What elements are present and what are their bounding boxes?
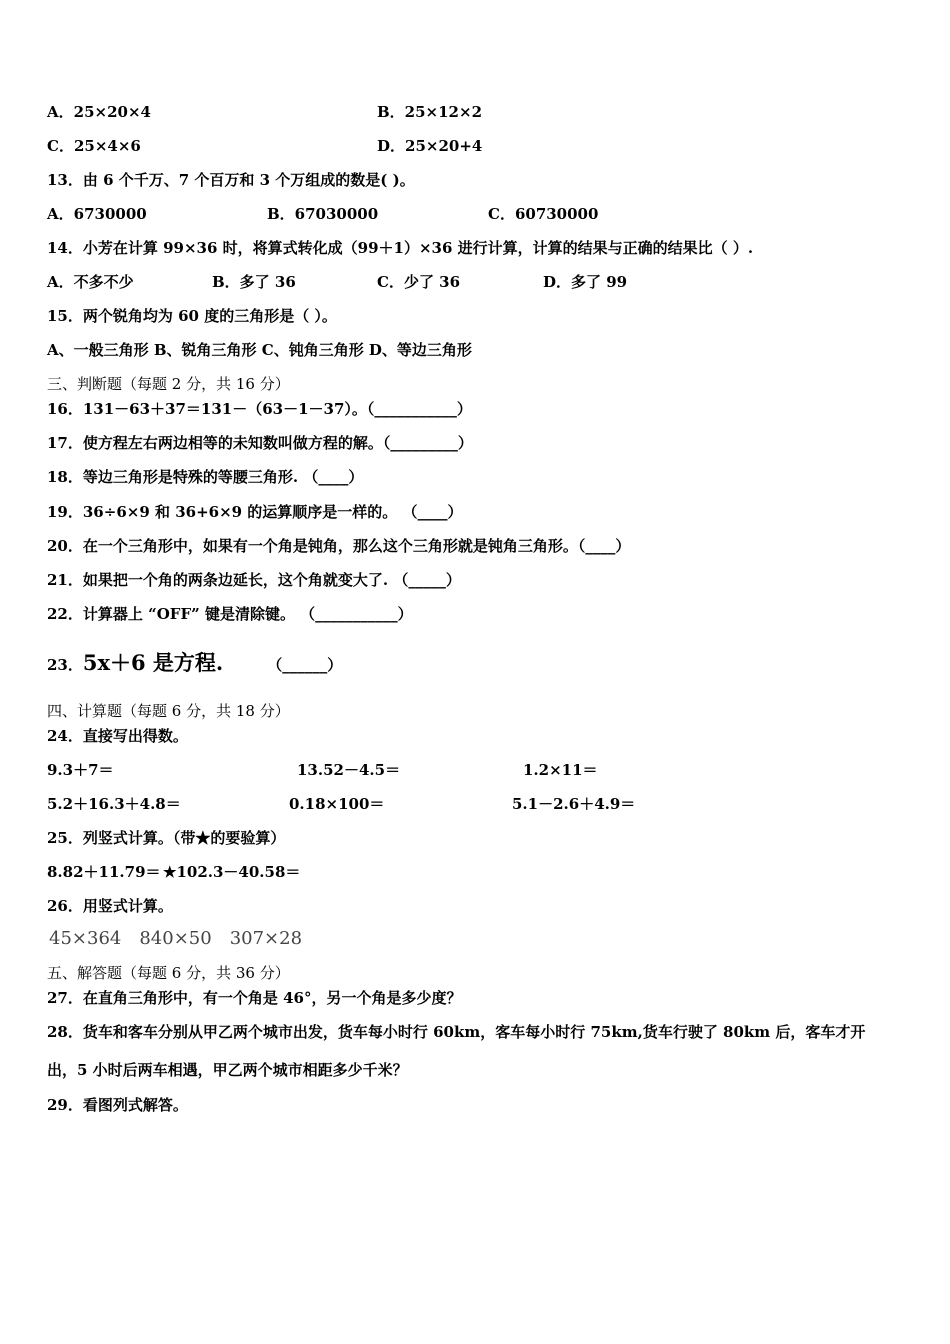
q12-option-b: B．25×12×2 — [377, 103, 483, 121]
q14-option-c: C．少了 36 — [377, 273, 461, 291]
q25: 25．列竖式计算。（带★的要验算） — [47, 829, 286, 847]
q20: 20．在一个三角形中，如果有一个角是钝角，那么这个三角形就是钝角三角形。（____） — [47, 537, 631, 555]
q24-item-6: 5.1－2.6＋4.9＝ — [512, 795, 636, 813]
q13-stem: 13．由 6 个千万、7 个百万和 3 个万组成的数是( )。 — [47, 171, 415, 189]
q25-item-2: ★102.3－40.58＝ — [163, 863, 301, 881]
q26-item-3: 307×28 — [229, 928, 303, 949]
q17: 17．使方程左右两边相等的未知数叫做方程的解。（_________） — [47, 434, 473, 452]
q13-option-c: C．60730000 — [488, 205, 599, 223]
q23-text: 5x＋6 是方程. — [82, 650, 224, 675]
q24-item-2: 13.52－4.5＝ — [297, 761, 401, 779]
q28-line1: 28．货车和客车分别从甲乙两个城市出发，货车每小时行 60km，客车每小时行 75km,货车行驶了 80km 后，客车才开 — [47, 1023, 866, 1041]
q13-option-a: A．6730000 — [47, 205, 147, 223]
q14-option-d: D．多了 99 — [543, 273, 628, 291]
section4-title: 四、计算题（每题 6 分，共 18 分） — [47, 702, 290, 720]
q24-item-3: 1.2×11＝ — [523, 761, 598, 779]
q16: 16．131－63＋37＝131－（63－1－37）。（___________） — [47, 400, 472, 418]
q26: 26．用竖式计算。 — [47, 897, 173, 915]
q28-line2: 出，5 小时后两车相遇，甲乙两个城市相距多少千米？ — [47, 1061, 408, 1079]
q24: 24．直接写出得数。 — [47, 727, 188, 745]
q14-stem: 14．小芳在计算 99×36 时，将算式转化成（99＋1）×36 进行计算，计算的结果与正确的结果比（ ）. — [47, 239, 754, 257]
q23-number: 23． — [47, 656, 83, 674]
section5-title: 五、解答题（每题 6 分，共 36 分） — [47, 964, 290, 982]
q14-option-b: B．多了 36 — [212, 273, 296, 291]
q21: 21．如果把一个角的两条边延长，这个角就变大了. （_____） — [47, 571, 461, 589]
q12-option-a: A．25×20×4 — [47, 103, 151, 121]
q24-item-4: 5.2＋16.3＋4.8＝ — [47, 795, 181, 813]
q18: 18．等边三角形是特殊的等腰三角形. （____） — [47, 468, 364, 486]
q13-option-b: B．67030000 — [267, 205, 379, 223]
section3-title: 三、判断题（每题 2 分，共 16 分） — [47, 375, 290, 393]
q14-option-a: A．不多不少 — [47, 273, 134, 291]
q15-stem: 15．两个锐角均为 60 度的三角形是（ ）。 — [47, 307, 337, 325]
q23 — [47, 650, 342, 676]
q24-item-5: 0.18×100＝ — [289, 795, 385, 813]
q24-item-1: 9.3＋7＝ — [47, 761, 114, 779]
q23-blank: （______） — [267, 656, 343, 674]
q25-item-1: 8.82＋11.79＝ — [47, 863, 161, 881]
q19: 19．36÷6×9 和 36+6×9 的运算顺序是一样的。 （____） — [47, 503, 463, 521]
q26-item-1: 45×364 — [49, 928, 122, 949]
q12-option-c: C．25×4×6 — [47, 137, 141, 155]
q12-option-d: D．25×20+4 — [377, 137, 483, 155]
q15-options: A、一般三角形 B、锐角三角形 C、钝角三角形 D、等边三角形 — [47, 341, 472, 359]
q26-item-2: 840×50 — [139, 928, 212, 949]
q27: 27．在直角三角形中，有一个角是 46°，另一个角是多少度？ — [47, 989, 462, 1007]
q26-items — [49, 928, 320, 950]
q22: 22．计算器上 “OFF” 键是清除键。 （___________） — [47, 605, 413, 623]
q29: 29．看图列式解答。 — [47, 1096, 188, 1114]
